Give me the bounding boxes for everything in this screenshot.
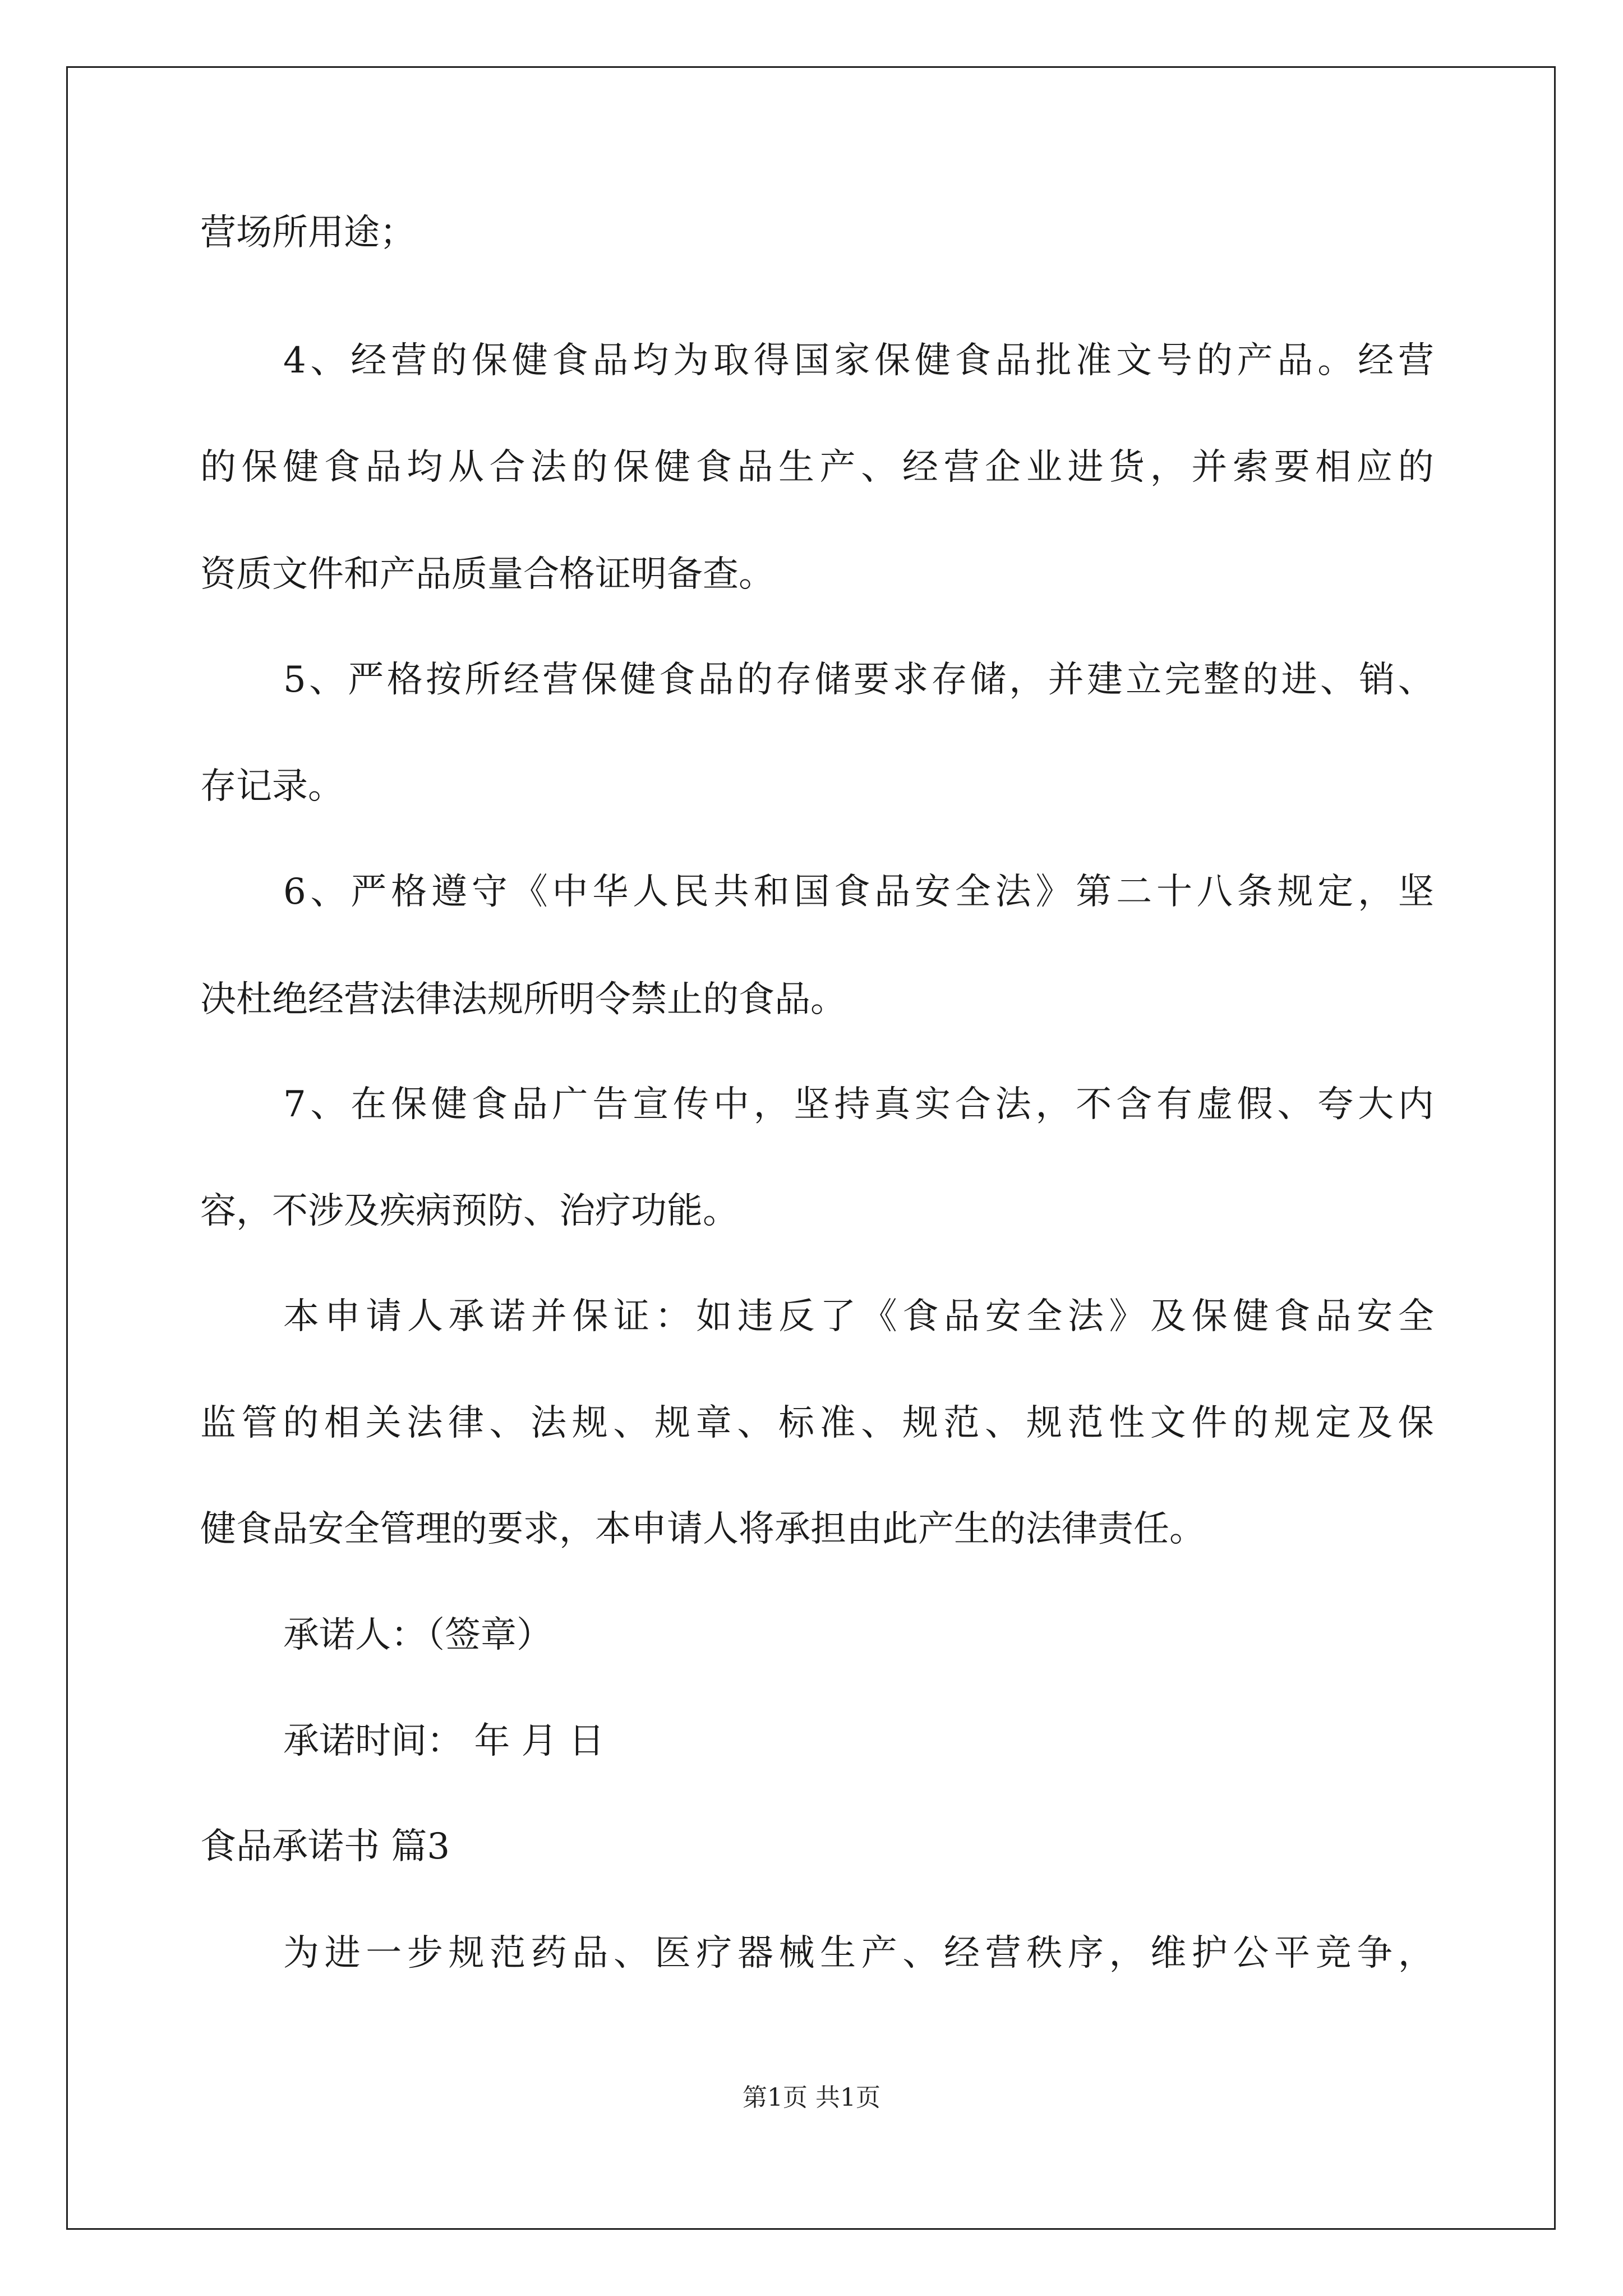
glyph: 品 (365, 447, 402, 488)
glyph: 内 (1398, 1084, 1434, 1125)
glyph: 、 (613, 1402, 649, 1444)
glyph: 全 (955, 871, 991, 913)
glyph: 规 (1274, 1402, 1310, 1444)
glyph: 了 (820, 1296, 856, 1337)
glyph: 规 (571, 1402, 608, 1444)
glyph: 合 (955, 1084, 991, 1125)
glyph: 相 (1315, 447, 1352, 488)
glyph: 整 (1203, 659, 1239, 701)
glyph: 、 (310, 871, 347, 913)
text-line: 资质文件和产品质量合格证明备查。 (200, 554, 774, 595)
glyph: 的 (1242, 659, 1279, 701)
glyph: 规 (902, 1402, 938, 1444)
glyph: 章 (695, 1402, 732, 1444)
glyph: 存 (931, 659, 967, 701)
glyph: 》 (1035, 871, 1072, 913)
glyph: 持 (834, 1084, 870, 1125)
glyph: 健 (914, 340, 951, 381)
glyph: 含 (1116, 1084, 1152, 1125)
glyph: 全 (1026, 1296, 1063, 1337)
glyph: 食 (955, 340, 991, 381)
glyph: 中 (713, 1084, 749, 1125)
glyph: 营 (542, 659, 579, 701)
glyph: 的 (431, 340, 468, 381)
glyph: 的 (736, 659, 773, 701)
glyph: 的 (571, 447, 608, 488)
glyph: 格 (391, 871, 427, 913)
glyph: 品 (874, 871, 911, 913)
glyph: 申 (324, 1296, 361, 1337)
glyph: 法 (995, 1084, 1031, 1125)
text-line (283, 1291, 1434, 1342)
glyph: 健 (431, 1084, 468, 1125)
glyph: 品 (698, 659, 734, 701)
glyph: 守 (471, 871, 508, 913)
glyph: 保 (1191, 1296, 1228, 1337)
glyph: 的 (200, 447, 236, 488)
date-line: 承诺时间： 年 月 日 (283, 1720, 605, 1762)
glyph: 范 (1067, 1402, 1104, 1444)
section-heading: 食品承诺书 篇3 (200, 1826, 450, 1867)
glyph: 严 (351, 871, 387, 913)
glyph: 、 (310, 340, 347, 381)
glyph: 保 (1398, 1402, 1434, 1444)
glyph: 八 (1196, 871, 1233, 913)
glyph: 相 (324, 1402, 360, 1444)
text-line: 决杜绝经营法律法规所明令禁止的食品。 (200, 979, 846, 1020)
glyph: 及 (1356, 1402, 1393, 1444)
glyph: 的 (1196, 340, 1233, 381)
glyph: 有 (1156, 1084, 1192, 1125)
glyph: 准 (819, 1402, 856, 1444)
glyph: 保 (581, 659, 617, 701)
glyph: 、 (1320, 659, 1356, 701)
glyph: 取 (713, 340, 749, 381)
glyph: 文 (1116, 340, 1152, 381)
glyph: 规 (1026, 1402, 1062, 1444)
glyph: 虚 (1196, 1084, 1233, 1125)
glyph: 按 (426, 659, 462, 701)
glyph: ， (1009, 659, 1045, 701)
glyph: 国 (794, 340, 830, 381)
glyph: 食 (695, 447, 732, 488)
glyph: 、 (489, 1402, 525, 1444)
glyph: 业 (1026, 447, 1062, 488)
glyph: 、 (737, 1402, 773, 1444)
glyph: 应 (1356, 447, 1393, 488)
glyph: 关 (365, 1402, 402, 1444)
glyph: 货 (1109, 447, 1145, 488)
glyph: 批 (1035, 340, 1072, 381)
glyph: 及 (1150, 1296, 1187, 1337)
glyph: 品 (1277, 340, 1313, 381)
glyph: 健 (654, 447, 691, 488)
glyph: 规 (654, 1402, 691, 1444)
text-line: 营场所用途； (200, 212, 416, 254)
glyph: 器 (737, 1932, 773, 1974)
glyph: 保 (241, 447, 278, 488)
glyph: 产 (861, 1932, 897, 1974)
glyph: 经 (902, 447, 938, 488)
glyph: 5 (283, 659, 306, 701)
glyph: 性 (1109, 1402, 1145, 1444)
glyph: 反 (778, 1296, 815, 1337)
glyph: 法 (995, 871, 1031, 913)
glyph: 坚 (1398, 871, 1434, 913)
glyph: 广 (552, 1084, 588, 1125)
glyph: 建 (1086, 659, 1123, 701)
glyph: 传 (673, 1084, 709, 1125)
glyph: 存 (776, 659, 812, 701)
glyph: 如 (696, 1296, 732, 1337)
glyph: 健 (620, 659, 656, 701)
glyph: 《 (511, 871, 548, 913)
glyph: 食 (1274, 1296, 1310, 1337)
glyph: 健 (511, 340, 548, 381)
text-line: 容，不涉及疾病预防、治疗功能。 (200, 1190, 739, 1232)
glyph: 告 (592, 1084, 629, 1125)
glyph: 产 (819, 447, 856, 488)
glyph: 《 (861, 1296, 897, 1337)
glyph: ， (1398, 1932, 1434, 1974)
glyph: 销 (1359, 659, 1395, 701)
glyph: 食 (552, 340, 588, 381)
glyph: 品 (737, 447, 773, 488)
text-line (283, 1928, 1434, 1978)
glyph: 十 (1156, 871, 1192, 913)
glyph: 、 (1277, 1084, 1313, 1125)
glyph: 请 (366, 1296, 402, 1337)
glyph: 、 (310, 1084, 347, 1125)
glyph: 生 (820, 1932, 856, 1974)
glyph: 件 (1191, 1402, 1228, 1444)
glyph: 条 (1237, 871, 1273, 913)
glyph: 7 (283, 1084, 306, 1125)
glyph: 范 (490, 1932, 526, 1974)
glyph: 储 (814, 659, 851, 701)
glyph: 坚 (794, 1084, 830, 1125)
text-line: 存记录。 (200, 766, 344, 807)
glyph: 从 (448, 447, 484, 488)
glyph: 护 (1191, 1932, 1228, 1974)
glyph: 竞 (1315, 1932, 1352, 1974)
glyph: 、 (309, 659, 345, 701)
glyph: 公 (1233, 1932, 1269, 1974)
glyph: 秩 (1026, 1932, 1063, 1974)
glyph: 健 (1233, 1296, 1269, 1337)
glyph: 储 (970, 659, 1006, 701)
glyph: 》 (1109, 1296, 1145, 1337)
glyph: 监 (200, 1402, 236, 1444)
glyph: 标 (778, 1402, 814, 1444)
glyph: 保 (391, 1084, 427, 1125)
glyph: 保 (874, 340, 911, 381)
glyph: 保 (613, 447, 649, 488)
glyph: 疗 (696, 1932, 732, 1974)
glyph: 遵 (431, 871, 468, 913)
glyph: 4 (283, 340, 306, 381)
glyph: 并 (531, 1296, 567, 1337)
glyph: 械 (778, 1932, 815, 1974)
text-line (200, 1398, 1434, 1448)
glyph: 完 (1164, 659, 1201, 701)
glyph: ， (1109, 1932, 1145, 1974)
glyph: 家 (834, 340, 870, 381)
glyph: 法 (531, 1402, 567, 1444)
glyph: 营 (391, 340, 427, 381)
glyph: 法 (407, 1402, 443, 1444)
glyph: 的 (1233, 1402, 1269, 1444)
glyph: 品 (944, 1296, 980, 1337)
glyph: 定 (1315, 1402, 1352, 1444)
text-line (283, 335, 1434, 386)
glyph: 人 (633, 871, 669, 913)
glyph: 国 (794, 871, 830, 913)
glyph: 在 (351, 1084, 387, 1125)
glyph: 承 (448, 1296, 485, 1337)
glyph: 得 (753, 340, 790, 381)
glyph: 均 (633, 340, 669, 381)
glyph: 严 (348, 659, 384, 701)
glyph: 证 (614, 1296, 649, 1337)
glyph: 本 (283, 1296, 319, 1337)
glyph: 不 (1076, 1084, 1112, 1125)
glyph: 品 (511, 1084, 548, 1125)
glyph: 6 (283, 871, 306, 913)
glyph: 经 (503, 659, 540, 701)
glyph: 律 (448, 1402, 484, 1444)
glyph: 中 (552, 871, 588, 913)
glyph: 争 (1357, 1932, 1393, 1974)
glyph: 进 (324, 1932, 361, 1974)
glyph: 夸 (1317, 1084, 1354, 1125)
page-footer: 第1页 共1页 (743, 2083, 880, 2112)
glyph: 为 (673, 340, 709, 381)
glyph: 二 (1116, 871, 1152, 913)
glyph: 规 (448, 1932, 485, 1974)
glyph: 保 (572, 1296, 608, 1337)
glyph: 、 (861, 1402, 897, 1444)
glyph: 法 (531, 447, 567, 488)
text-line (283, 1079, 1434, 1130)
glyph: 产 (1237, 340, 1273, 381)
glyph: 管 (241, 1402, 278, 1444)
text-line (283, 655, 1434, 705)
glyph: 品 (572, 1932, 608, 1974)
glyph: 品 (1315, 1296, 1352, 1337)
text-line (283, 867, 1434, 917)
glyph: 安 (1357, 1296, 1393, 1337)
glyph: 华 (592, 871, 629, 913)
glyph: 、 (1398, 659, 1434, 701)
glyph: 全 (1398, 1296, 1434, 1337)
glyph: 食 (659, 659, 695, 701)
glyph: 营 (1398, 340, 1434, 381)
glyph: 均 (407, 447, 443, 488)
glyph: 准 (1076, 340, 1112, 381)
glyph: 法 (1067, 1296, 1104, 1337)
glyph: 立 (1126, 659, 1162, 701)
glyph: 违 (737, 1296, 773, 1337)
glyph: 诺 (490, 1296, 526, 1337)
glyph: 经 (944, 1932, 980, 1974)
glyph: 人 (407, 1296, 443, 1337)
glyph: 食 (324, 447, 360, 488)
glyph: 真 (874, 1084, 911, 1125)
glyph: 食 (471, 1084, 508, 1125)
glyph: 经 (351, 340, 387, 381)
glyph: 食 (834, 871, 870, 913)
glyph: 并 (1191, 447, 1228, 488)
glyph: 医 (654, 1932, 691, 1974)
glyph: 平 (1274, 1932, 1310, 1974)
glyph: 营 (943, 447, 980, 488)
glyph: 假 (1237, 1084, 1273, 1125)
glyph: 格 (386, 659, 423, 701)
glyph: 规 (1277, 871, 1313, 913)
glyph: ， (1035, 1084, 1072, 1125)
glyph: 、 (861, 447, 897, 488)
glyph: 的 (283, 1402, 319, 1444)
glyph: 和 (753, 871, 790, 913)
glyph: 企 (985, 447, 1021, 488)
signatory-line: 承诺人：（签章） (283, 1614, 552, 1656)
glyph: 生 (778, 447, 814, 488)
glyph: ： (654, 1296, 691, 1337)
glyph: 步 (407, 1932, 443, 1974)
glyph: 、 (985, 1402, 1021, 1444)
glyph: 健 (283, 447, 319, 488)
glyph: 合 (489, 447, 525, 488)
glyph: 所 (464, 659, 501, 701)
glyph: 实 (914, 1084, 951, 1125)
page-frame (66, 66, 1556, 2230)
glyph: 要 (853, 659, 889, 701)
glyph: ， (1358, 871, 1394, 913)
glyph: 大 (1358, 1084, 1394, 1125)
glyph: 范 (943, 1402, 980, 1444)
glyph: 食 (902, 1296, 939, 1337)
glyph: 号 (1156, 340, 1192, 381)
glyph: 民 (673, 871, 709, 913)
glyph: 序 (1067, 1932, 1104, 1974)
glyph: 品 (592, 340, 629, 381)
glyph: 并 (1048, 659, 1084, 701)
glyph: 安 (914, 871, 951, 913)
glyph: 、 (614, 1932, 649, 1974)
glyph: 进 (1281, 659, 1317, 701)
text-line (200, 442, 1434, 493)
glyph: 营 (985, 1932, 1021, 1974)
glyph: 文 (1150, 1402, 1186, 1444)
glyph: 第 (1076, 871, 1112, 913)
glyph: 保 (471, 340, 508, 381)
glyph: 定 (1317, 871, 1354, 913)
glyph: 要 (1274, 447, 1310, 488)
glyph: 为 (283, 1932, 319, 1974)
glyph: 、 (902, 1932, 939, 1974)
glyph: 品 (995, 340, 1031, 381)
glyph: 宣 (633, 1084, 669, 1125)
glyph: 求 (892, 659, 929, 701)
glyph: 安 (985, 1296, 1021, 1337)
glyph: 药 (531, 1932, 567, 1974)
glyph: 经 (1358, 340, 1394, 381)
glyph: 一 (366, 1932, 402, 1974)
glyph: 。 (1317, 340, 1354, 381)
glyph: 进 (1067, 447, 1104, 488)
glyph: 共 (713, 871, 749, 913)
glyph: 维 (1150, 1932, 1187, 1974)
glyph: 的 (1398, 447, 1434, 488)
text-line: 健食品安全管理的要求，本申请人将承担由此产生的法律责任。 (200, 1508, 1205, 1550)
glyph: ， (753, 1084, 790, 1125)
glyph: ， (1150, 447, 1186, 488)
glyph: 索 (1233, 447, 1269, 488)
